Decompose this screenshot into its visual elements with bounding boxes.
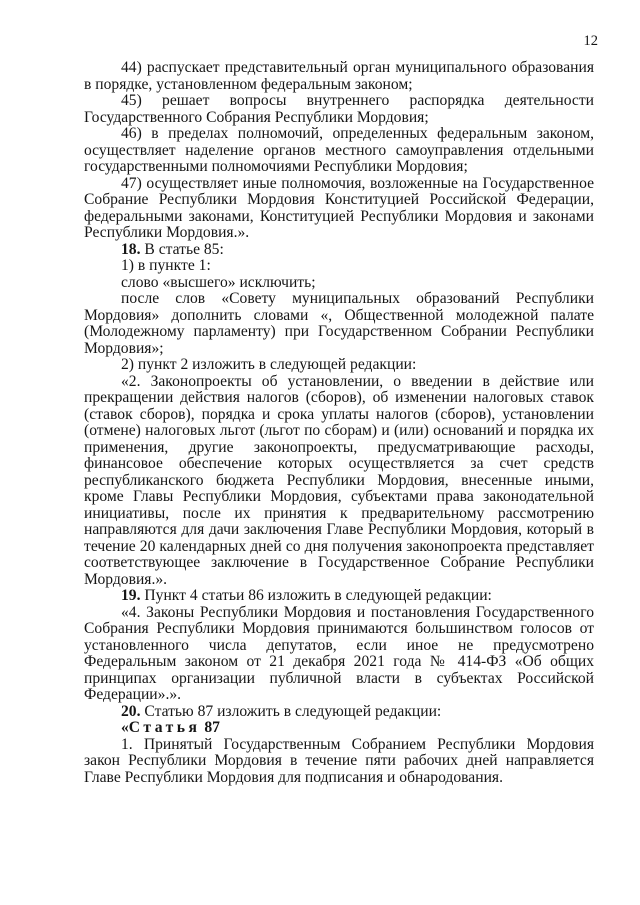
paragraph-text: В статье 85: [140, 240, 224, 258]
section-number: 19. [121, 587, 141, 604]
paragraph-text: 46) в пределах полномочий, определенных федеральным законом, осуществляет наделение органов местного самоуправления отдельными государственными полномочиями Республики Мордовия; [84, 125, 594, 175]
document-body [84, 60, 594, 786]
section-number: 20. [121, 702, 141, 720]
final-paragraph: 1. Принятый Государственным Собранием Республики Мордовия закон Республики Мордовия в течение пяти рабочих дней направляется Главе Республики Мордовия для подписания и обнародования. [84, 735, 594, 786]
paragraph-text: 47) осуществляет иные полномочия, возложенные на Государственное Собрание Республики Мордовия Конституцией Российской Федерации, федеральными законами, Конституцией Республики Мордовия и законами Республики Мордовия.». [84, 174, 594, 241]
section-number: 18. [121, 240, 141, 258]
quoted-point-4 [84, 605, 594, 704]
paragraph-item-46 [84, 126, 594, 176]
paragraph-text: после слов «Совету муниципальных образований Республики Мордовия» дополнить словами «, Общественной молодежной палате (Молодежному парламенту) при Государственном Собрании Республики Мордовия»; [84, 290, 594, 357]
paragraph-text: Статью 87 изложить в следующей редакции: [140, 702, 442, 720]
article-number: 87 [200, 719, 220, 736]
subitem-2 [84, 357, 594, 374]
paragraph-text: 2) пункт 2 изложить в следующей редакции: [121, 356, 417, 373]
paragraph-item-44 [84, 60, 594, 93]
paragraph-text: слово «высшего» исключить; [121, 273, 316, 291]
paragraph-text: 44) распускает представительный орган муниципального образования в порядке, установленном федеральным законом; [84, 59, 594, 93]
section-18 [84, 242, 594, 259]
page-number: 12 [583, 33, 598, 49]
word-removal [84, 275, 594, 292]
article-word: Статья [128, 719, 201, 736]
paragraph-text: 45) решает вопросы внутреннего распорядка деятельности Государственного Собрания Республики Мордовия; [84, 92, 594, 126]
section-20 [84, 704, 594, 721]
paragraph-text: Пункт 4 статьи 86 изложить в следующей редакции: [140, 587, 492, 604]
paragraph-text: «2. Законопроекты об установлении, о введении в действие или прекращении действия налогов (сборов), об изменении налоговых ставок (ставок сборов), порядка и срока уплаты налогов (сборов), установлении (отмене) налоговых льгот (льгот по сборам) и (или) оснований и порядка их применения, другие законопроекты, предусматривающие расходы, финансовое обеспечение которых осуществляется за счет средств республиканского бюджета Республики Мордовия, внесенные иными, кроме Главы Республики Мордовия, субъектами права законодательной инициативы, после их принятия к предварительному рассмотрению направляются для дачи заключения Главе Республики Мордовия, который в течение 20 календарных дней со дня получения законопроекта представляет соответствующее заключение в Государственное Собрание Республики Мордовия.». [84, 372, 594, 588]
subitem-1 [84, 258, 594, 275]
paragraph-item-45 [84, 93, 594, 126]
paragraph-item-47 [84, 176, 594, 242]
section-19 [84, 588, 594, 605]
quoted-point-2 [84, 374, 594, 589]
quote-mark: « [121, 719, 129, 736]
paragraph-text: «4. Законы Республики Мордовия и постановления Государственного Собрания Республики Мордовия принимаются большинством голосов от установленного числа депутатов, если иное не предусмотрено Федеральным законом от 21 декабря 2021 года № 414-ФЗ «Об общих принципах организации публичной власти в субъектах Российской Федерации».». [84, 603, 594, 703]
addition-paragraph [84, 291, 594, 357]
paragraph-text: 1) в пункте 1: [121, 257, 211, 274]
article-heading [84, 720, 594, 737]
